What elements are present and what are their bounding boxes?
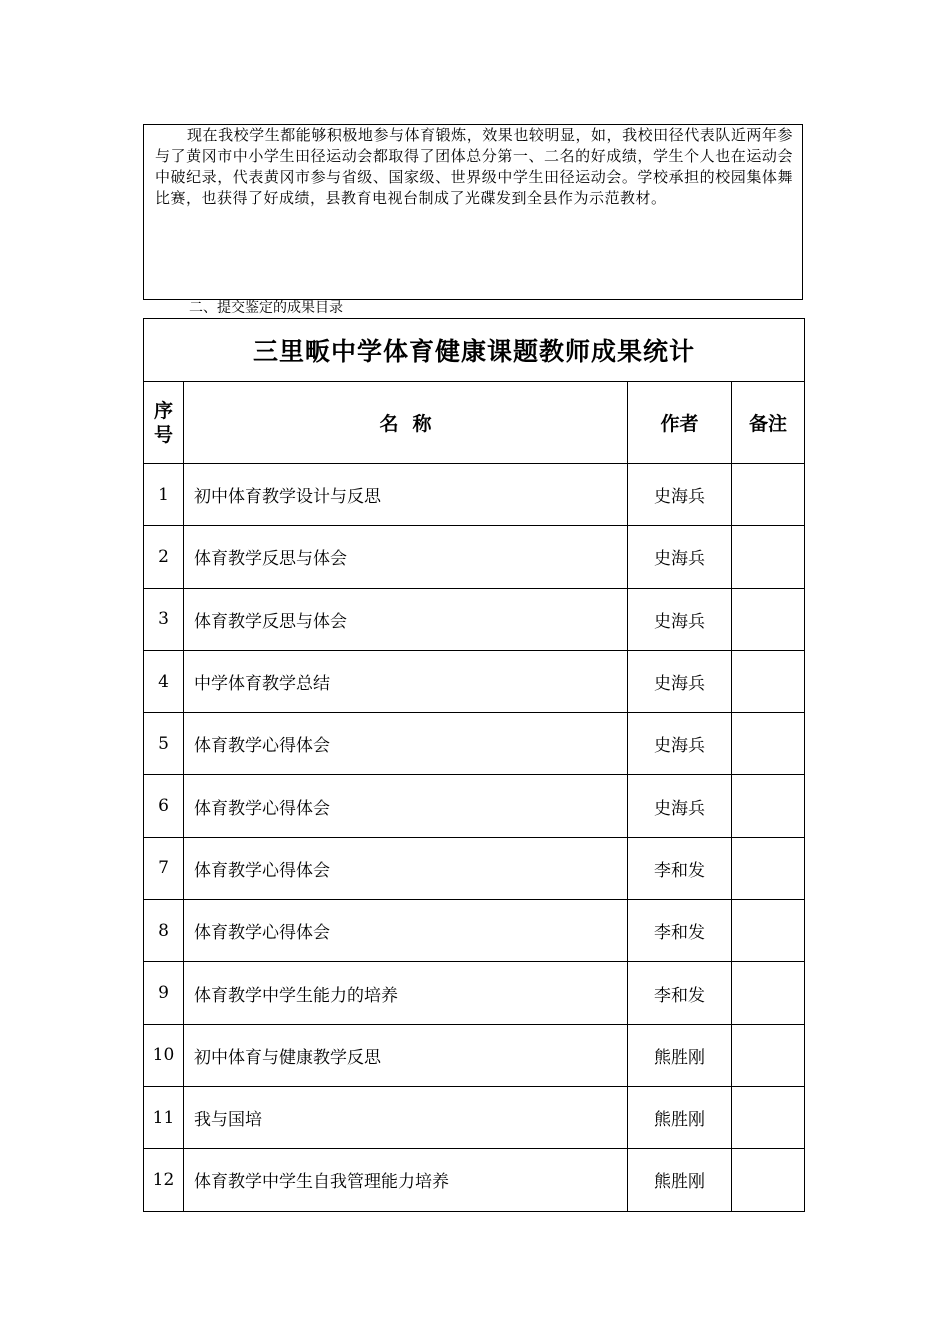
row-name: 中学体育教学总结 [184,650,628,712]
row-seq: 11 [144,1086,184,1148]
table-row [144,464,805,526]
table-title-row [144,319,805,382]
row-name: 初中体育与健康教学反思 [184,1024,628,1086]
row-author: 熊胜刚 [628,1024,732,1086]
row-remark [732,650,805,712]
row-remark [732,775,805,837]
row-seq: 2 [144,526,184,588]
row-remark [732,526,805,588]
row-remark [732,962,805,1024]
section-heading: 二、提交鉴定的成果目录 [189,300,343,316]
row-name: 初中体育教学设计与反思 [184,464,628,526]
row-name: 体育教学中学生自我管理能力培养 [184,1149,628,1211]
row-seq: 7 [144,837,184,899]
intro-paragraph: 现在我校学生都能够积极地参与体育锻炼，效果也较明显，如，我校田径代表队近两年参与了黄冈市中小学生田径运动会都取得了团体总分第一、二名的好成绩，学生个人也在运动会中破纪录，代表黄冈市参与省级、国家级、世界级中学生田径运动会。学校承担的校园集体舞比赛，也获得了好成绩，县教育电视台制成了光碟发到全县作为示范教材。 [155,126,793,207]
table-row [144,650,805,712]
row-author: 熊胜刚 [628,1149,732,1211]
header-remark: 备注 [732,382,805,464]
row-author: 史海兵 [628,775,732,837]
row-name: 体育教学心得体会 [184,837,628,899]
row-remark [732,1149,805,1211]
table-row [144,1086,805,1148]
row-seq: 3 [144,588,184,650]
row-name: 体育教学心得体会 [184,775,628,837]
row-name: 体育教学中学生能力的培养 [184,962,628,1024]
row-remark [732,1024,805,1086]
row-author: 李和发 [628,962,732,1024]
row-seq: 4 [144,650,184,712]
row-seq: 5 [144,713,184,775]
header-name [184,382,628,464]
row-author: 史海兵 [628,526,732,588]
table-row [144,588,805,650]
row-seq: 9 [144,962,184,1024]
table-row [144,526,805,588]
row-name: 体育教学心得体会 [184,713,628,775]
row-seq: 1 [144,464,184,526]
table-row [144,962,805,1024]
row-seq: 12 [144,1149,184,1211]
row-author: 史海兵 [628,713,732,775]
row-name: 体育教学反思与体会 [184,588,628,650]
row-remark [732,464,805,526]
row-seq: 8 [144,900,184,962]
row-author: 史海兵 [628,650,732,712]
row-name: 体育教学反思与体会 [184,526,628,588]
row-author: 李和发 [628,837,732,899]
table-row [144,713,805,775]
row-author: 熊胜刚 [628,1086,732,1148]
row-remark [732,713,805,775]
row-author: 史海兵 [628,588,732,650]
intro-box [143,124,803,300]
header-name-part1: 名 [379,413,399,435]
row-remark [732,588,805,650]
row-remark [732,900,805,962]
table-row [144,900,805,962]
row-name: 我与国培 [184,1086,628,1148]
header-seq-line2: 号 [153,423,173,446]
row-name: 体育教学心得体会 [184,900,628,962]
table-row [144,1149,805,1211]
table-title: 三里畈中学体育健康课题教师成果统计 [144,319,805,382]
row-author: 史海兵 [628,464,732,526]
header-seq [144,382,184,464]
table-row [144,1024,805,1086]
row-remark [732,1086,805,1148]
header-name-part2: 称 [412,413,432,435]
table-row [144,775,805,837]
table-row [144,837,805,899]
header-author: 作者 [628,382,732,464]
results-table [143,318,805,1212]
row-seq: 10 [144,1024,184,1086]
table-header-row [144,382,805,464]
header-seq-line1: 序 [153,399,173,422]
row-author: 李和发 [628,900,732,962]
row-remark [732,837,805,899]
row-seq: 6 [144,775,184,837]
